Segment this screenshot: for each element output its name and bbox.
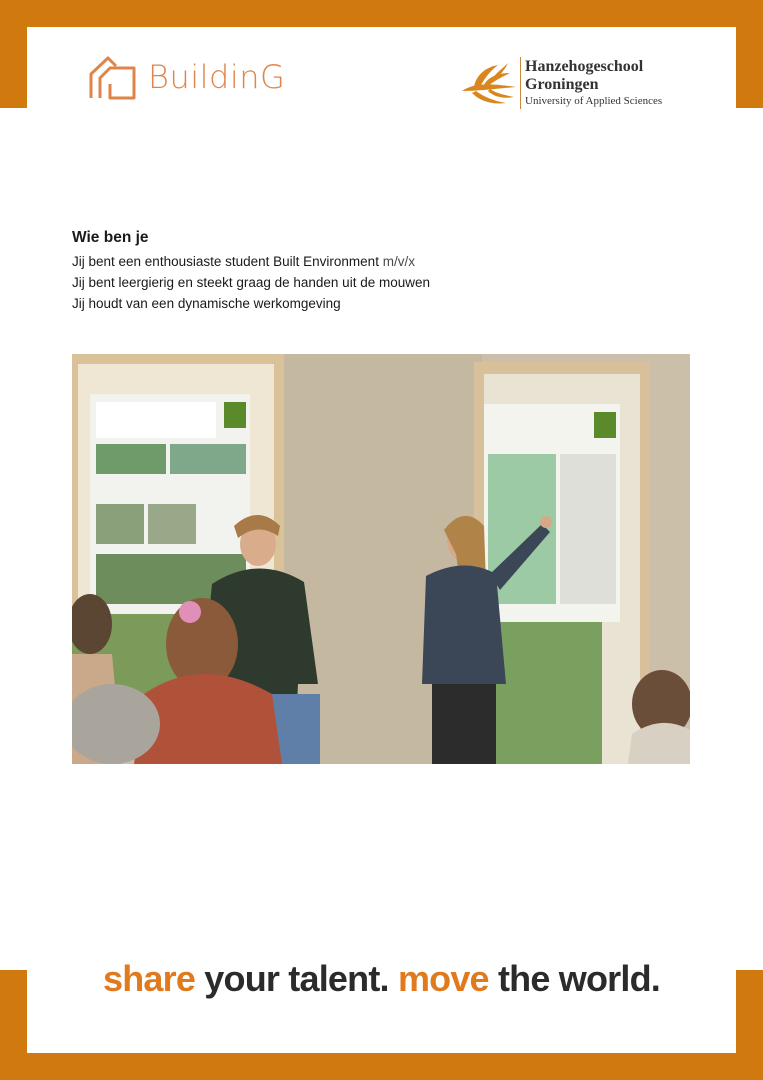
hanze-name: Hanzehogeschool bbox=[525, 58, 644, 75]
frame-top-right-bar bbox=[736, 0, 763, 108]
building-wordmark: BuildinG bbox=[148, 58, 286, 96]
slogan bbox=[0, 958, 763, 1000]
leaf-crest-icon bbox=[458, 57, 518, 113]
slogan-the-world: the world. bbox=[497, 958, 660, 999]
hanze-subtitle: University of Applied Sciences bbox=[525, 95, 663, 107]
logo-divider bbox=[520, 57, 521, 109]
hanze-logo bbox=[458, 55, 678, 115]
slogan-share: share bbox=[103, 958, 196, 999]
section-line-2: Jij bent leergierig en steekt graag de handen uit de mouwen bbox=[72, 275, 430, 290]
line1-suffix: m/v/x bbox=[382, 254, 415, 269]
who-are-you-section bbox=[72, 229, 692, 314]
frame-bottom-bar bbox=[0, 1053, 763, 1080]
slogan-move: move bbox=[397, 958, 489, 999]
frame-top-bar bbox=[0, 0, 763, 27]
section-line-1 bbox=[72, 251, 692, 272]
section-line-3: Jij houdt van een dynamische werkomgeving bbox=[72, 296, 341, 311]
presentation-photo bbox=[72, 354, 690, 764]
frame-top-left-bar bbox=[0, 0, 27, 108]
house-icon bbox=[88, 54, 136, 100]
line1-text: Jij bent een enthousiaste student Built Environment bbox=[72, 254, 383, 269]
section-heading: Wie ben je bbox=[72, 229, 149, 246]
slogan-your-talent: your talent. bbox=[204, 958, 389, 999]
building-logo bbox=[88, 52, 285, 102]
hanze-city: Groningen bbox=[525, 76, 599, 93]
